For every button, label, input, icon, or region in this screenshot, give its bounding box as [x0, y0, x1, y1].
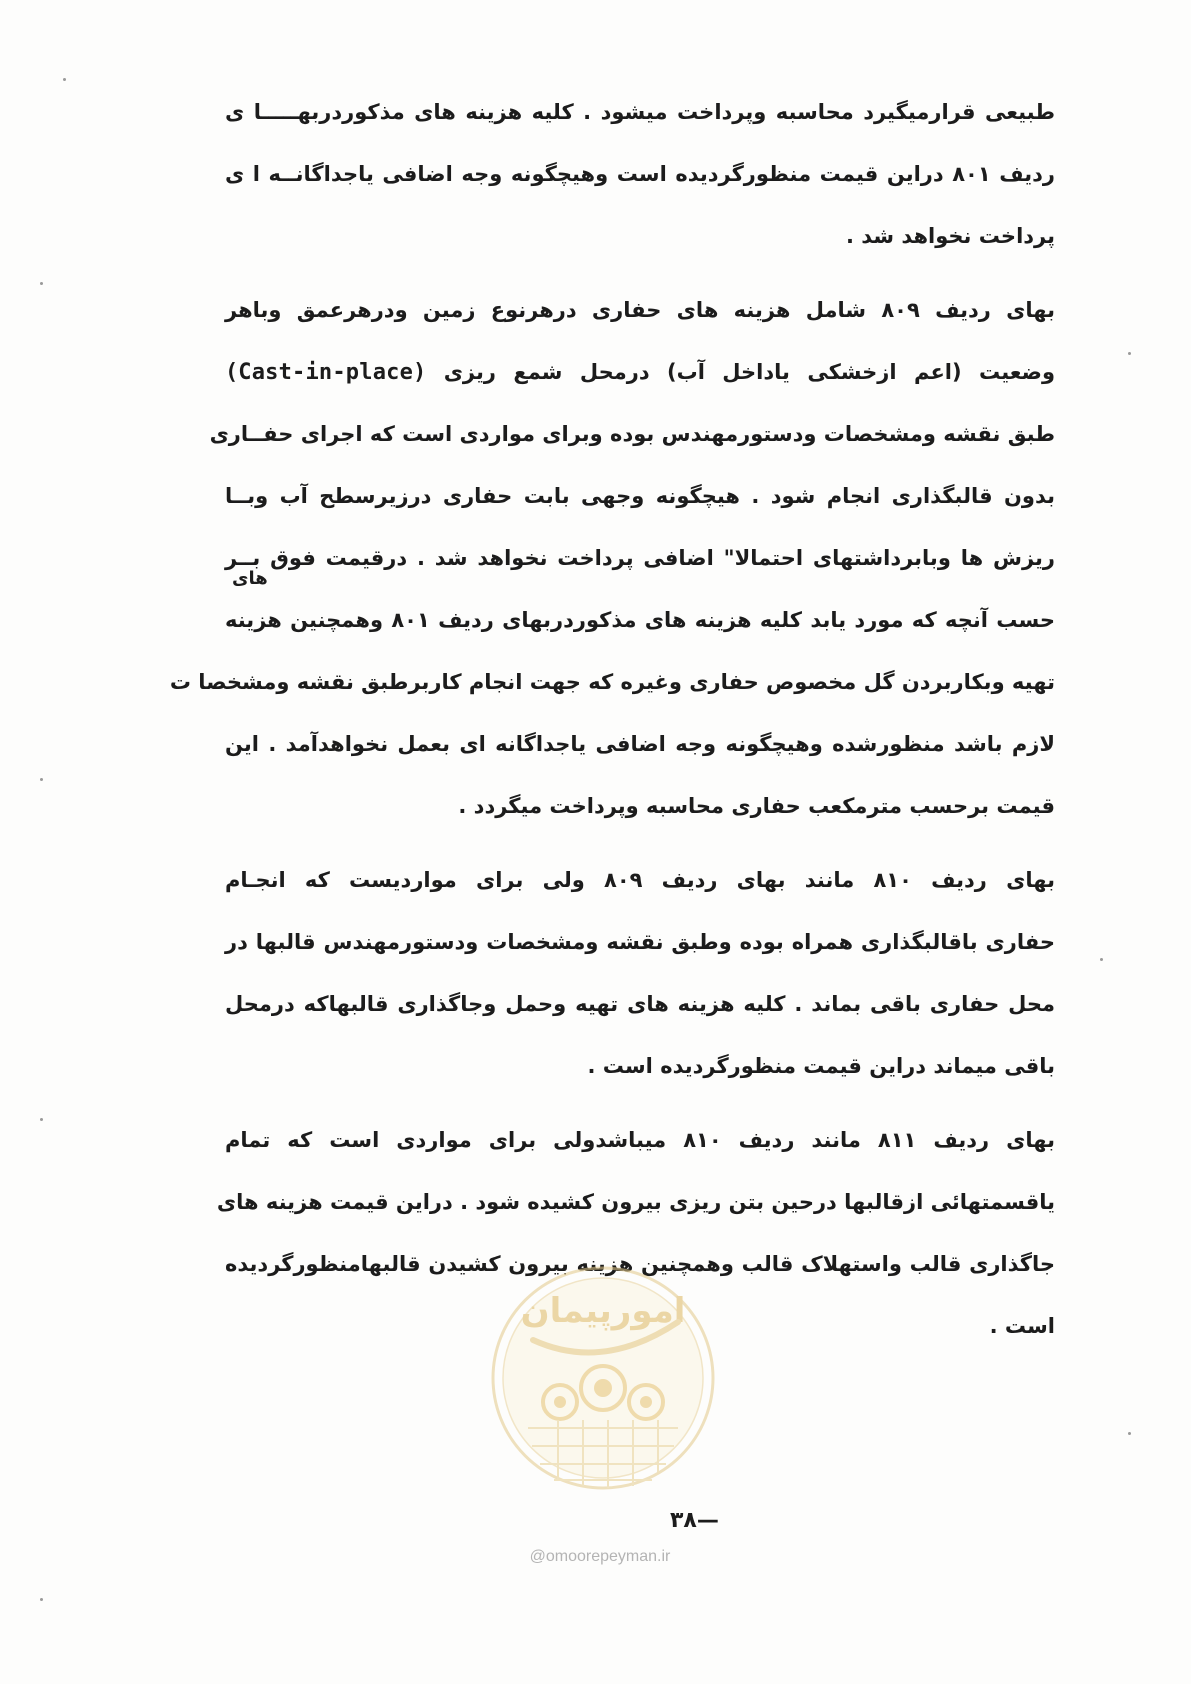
- text-line: طبیعی قرارمیگیرد محاسبه وپرداخت میشود . کلیه هزینه های مذکوردربهـــــا ی: [225, 100, 1055, 124]
- text-line: جاگذاری قالب واستهلاک قالب وهمچنین هزینه بیرون کشیدن قالبهامنظورگردیده: [225, 1252, 1055, 1276]
- text-line: یاقسمتهائی ازقالبها درحین بتن ریزی بیرون کشیده شود . دراین قیمت هزینه های: [216, 1190, 1055, 1214]
- text-line: [225, 352, 1055, 414]
- scan-speck: [1128, 1432, 1131, 1435]
- text-line: حفاری باقالبگذاری همراه بوده وطبق نقشه ومشخصات ودستورمهندس قالبها در: [225, 930, 1055, 954]
- scan-speck: [1128, 352, 1131, 355]
- text-line: تهیه وبکاربردن گل مخصوص حفاری وغیره که جهت انجام کاربرطبق نقشه ومشخصا ت: [169, 670, 1055, 694]
- watermark-title: امورپیمان: [520, 1291, 686, 1331]
- text-line: لازم باشد منظورشده وهیچگونه وجه اضافی یاجداگانه ای بعمل نخواهدآمد . این: [225, 732, 1055, 756]
- scan-speck: [63, 78, 66, 81]
- text-line: بهای ردیف ۸۱۱ مانند ردیف ۸۱۰ میباشدولی برای مواردی است که تمام: [225, 1128, 1056, 1152]
- page-number: ۳۸—: [670, 1508, 719, 1533]
- body-text: [169, 92, 1056, 1368]
- scan-speck: [40, 1118, 43, 1121]
- scan-speck: [40, 1598, 43, 1601]
- scan-speck: [1100, 958, 1103, 961]
- text-line: ردیف ۸۰۱ دراین قیمت منظورگردیده است وهیچگونه وجه اضافی یاجداگانــه ا ی: [225, 162, 1055, 186]
- text-line: قیمت برحسب مترمکعب حفاری محاسبه وپرداخت میگردد .: [458, 794, 1055, 818]
- text-line: پرداخت نخواهد شد .: [845, 224, 1055, 248]
- latin-term: (Cast-in-place): [225, 360, 427, 385]
- scan-speck: [40, 282, 43, 285]
- interlinear-insertion: های: [232, 568, 268, 589]
- watermark-seal-icon: [488, 1260, 718, 1515]
- text-line: است .: [989, 1314, 1055, 1338]
- text-line: باقی میماند دراین قیمت منظورگردیده است .: [587, 1054, 1055, 1078]
- scan-speck: [40, 778, 43, 781]
- text-line: حسب آنچه که مورد یابد کلیه هزینه های مذکوردربهای ردیف ۸۰۱ وهمچنین هزینه: [225, 608, 1056, 632]
- text-line: طبق نقشه ومشخصات ودستورمهندس بوده وبرای مواردی است که اجرای حفــاری: [209, 422, 1055, 446]
- text-line: بدون قالبگذاری انجام شود . هیچگونه وجهی بابت حفاری درزیرسطح آب وبــا: [225, 484, 1055, 508]
- watermark-url: @omoorepeyman.ir: [529, 1548, 671, 1565]
- text-line: محل حفاری باقی بماند . کلیه هزینه های تهیه وحمل وجاگذاری قالبهاکه درمحل: [225, 992, 1055, 1016]
- text-line: بهای ردیف ۸۱۰ مانند بهای ردیف ۸۰۹ ولی برای مواردیست که انجـام: [225, 868, 1055, 892]
- text-segment: وضعیت (اعم ازخشکی یاداخل آب) درمحل شمع ریزی: [443, 360, 1055, 384]
- text-line: بهای ردیف ۸۰۹ شامل هزینه های حفاری درهرنوع زمین ودرهرعمق وباهر: [225, 298, 1056, 322]
- text-line: ریزش ها وبابرداشتهای احتمالا" اضافی پرداخت نخواهد شد . درقیمت فوق بــر: [225, 546, 1055, 570]
